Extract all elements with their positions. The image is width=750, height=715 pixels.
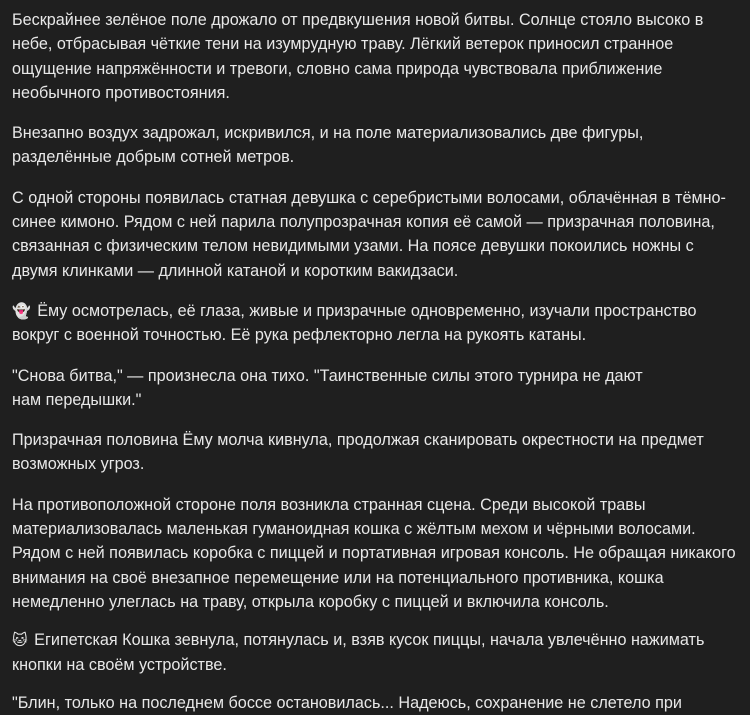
paragraph-text: Бескрайнее зелёное поле дрожало от предвкушения новой битвы. Солнце стояло высоко в небе, отбрасывая чёткие тени на изумрудную траву. Лёгкий ветерок приносил странное ощущение напряжённости и тревоги, словно сама природа чувствовала приближение необычного противостояния. (12, 11, 704, 102)
story-paragraph-6 (12, 428, 738, 477)
story-paragraph-1 (12, 8, 738, 105)
paragraph-text: "Блин, только на последнем боссе остановилась... Надеюсь, сохранение не слетело при (12, 693, 682, 712)
paragraph-text: Египетская Кошка зевнула, потянулась и, взяв кусок пиццы, начала увлечённо нажимать кнопки на своём устройстве. (12, 631, 705, 674)
story-paragraph-9 (12, 691, 738, 715)
ghost-emoji-icon: 👻 (12, 301, 31, 320)
paragraph-text: С одной стороны появилась статная девушка с серебристыми волосами, облачённая в тёмно-синее кимоно. Рядом с ней парила полупрозрачная копия её самой — призрачная половина, связанная с физическим телом невидимыми узами. На поясе девушки покоились ножны с двумя клинками — длинной катаной и коротким вакидзаси. (12, 188, 726, 280)
story-paragraph-8 (12, 628, 738, 677)
paragraph-text: "Снова битва," — произнесла она тихо. "Таинственные силы этого турнира не дают нам передышки." (12, 366, 643, 409)
story-paragraph-4 (12, 299, 738, 348)
story-paragraph-3 (12, 186, 738, 283)
paragraph-text: Призрачная половина Ёму молча кивнула, продолжая сканировать окрестности на предмет возможных угроз. (12, 431, 704, 474)
paragraph-text: Внезапно воздух задрожал, искривился, и на поле материализовались две фигуры, разделённые добрым сотней метров. (12, 124, 644, 167)
paragraph-text: Ёму осмотрелась, её глаза, живые и призрачные одновременно, изучали пространство вокруг с военной точностью. Её рука рефлекторно легла на рукоять катаны. (12, 301, 697, 345)
story-paragraph-5 (12, 364, 738, 413)
paragraph-text: На противоположной стороне поля возникла странная сцена. Среди высокой травы материализовалась маленькая гуманоидная кошка с жёлтым мехом и чёрными волосами. Рядом с ней появилась коробка с пиццей и портативная игровая консоль. Не обращая никакого внимания на своё внезапное перемещение или на потенциального противника, кошка немедленно улеглась на траву, открыла коробку с пиццей и включила консоль. (12, 495, 736, 611)
cat-emoji-icon: 🐱 (12, 631, 28, 650)
story-paragraph-7 (12, 493, 738, 614)
story-paragraph-2 (12, 121, 738, 170)
